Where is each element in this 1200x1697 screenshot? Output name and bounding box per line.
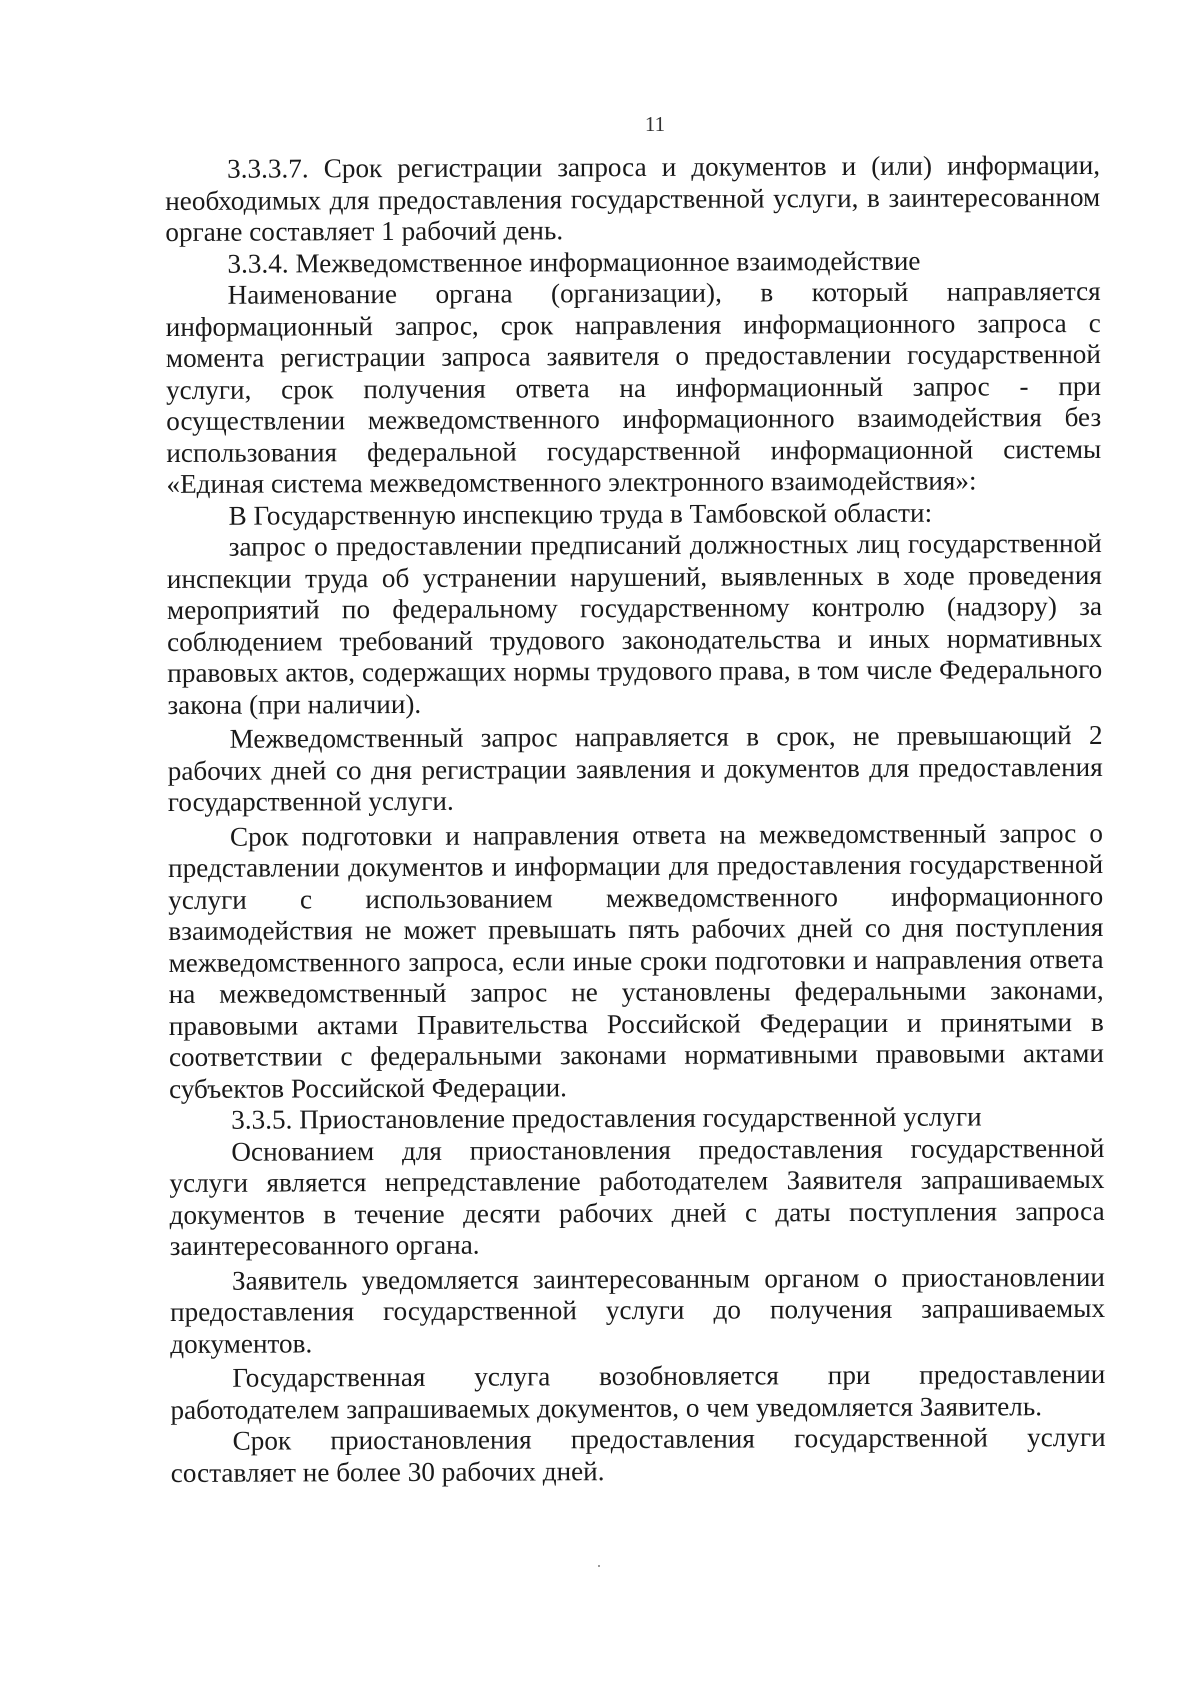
- paragraph-suspension-grounds: Основанием для приостановления предоставления государственной услуги является непредставление работодателем Заявителя запрашиваемых документов в течение десяти рабочих дней с даты поступления запроса заинтересованного органа.: [169, 1132, 1105, 1261]
- document-body: [165, 150, 1106, 1489]
- page-number: 11: [644, 112, 666, 136]
- scan-speck: [598, 1565, 600, 1567]
- paragraph-response-deadline: Срок подготовки и направления ответа на межведомственный запрос о представлении документов и информации для предоставления государственной услуги с использованием межведомственного информационного взаимодействия не может превышать пять рабочих дней со дня поступления межведомственного запроса, если иные сроки подготовки и направления ответа на межведомственный запрос не установлены федеральными законами, правовыми актами Правительства Российской Федерации и принятыми в соответствии с федеральными законами нормативными правовыми актами субъектов Российской Федерации.: [168, 817, 1104, 1104]
- heading-3-3-4: 3.3.4. Межведомственное информационное взаимодействие: [227, 245, 921, 279]
- paragraph-request-description: запрос о предоставлении предписаний должностных лиц государственной инспекции труда об устранении нарушений, выявленных в ходе проведения мероприятий по федеральному государственному контролю (надзору) за соблюдением требований трудового законодательства и иных нормативных правовых актов, содержащих нормы трудового права, в том числе Федерального закона (при наличии).: [166, 527, 1103, 720]
- paragraph-agency-request-intro: Наименование органа (организации), в который направляется информационный запрос, срок направления информационного запроса с момента регистрации запроса заявителя о предоставлении государственной услуги, срок получения ответа на информационный запрос - при осуществлении межведомственного информационного взаимодействия без использования федеральной государственной информационной системы «Единая система межведомственного электронного взаимодействия»:: [165, 275, 1102, 499]
- paragraph-labor-inspection: В Государственную инспекцию труда в Тамбовской области:: [228, 497, 933, 531]
- paragraph-service-resumed: Государственная услуга возобновляется при предоставлении работодателем запрашиваемых документов, о чем уведомляется Заявитель.: [170, 1358, 1106, 1425]
- paragraph-suspension-term: Срок приостановления предоставления государственной услуги составляет не более 30 рабочих дней.: [170, 1421, 1106, 1488]
- paragraph-3-3-3-7: 3.3.3.7. Срок регистрации запроса и документов и (или) информации, необходимых для предоставления государственной услуги, в заинтересованном органе составляет 1 рабочий день.: [165, 149, 1101, 247]
- heading-3-3-5: 3.3.5. Приостановление предоставления государственной услуги: [231, 1101, 982, 1135]
- paragraph-applicant-notified: Заявитель уведомляется заинтересованным органом о приостановлении предоставления государственной услуги до получения запрашиваемых документов.: [169, 1261, 1106, 1359]
- paragraph-request-deadline: Межведомственный запрос направляется в срок, не превышающий 2 рабочих дней со дня регистрации заявления и документов для предоставления государственной услуги.: [167, 719, 1103, 817]
